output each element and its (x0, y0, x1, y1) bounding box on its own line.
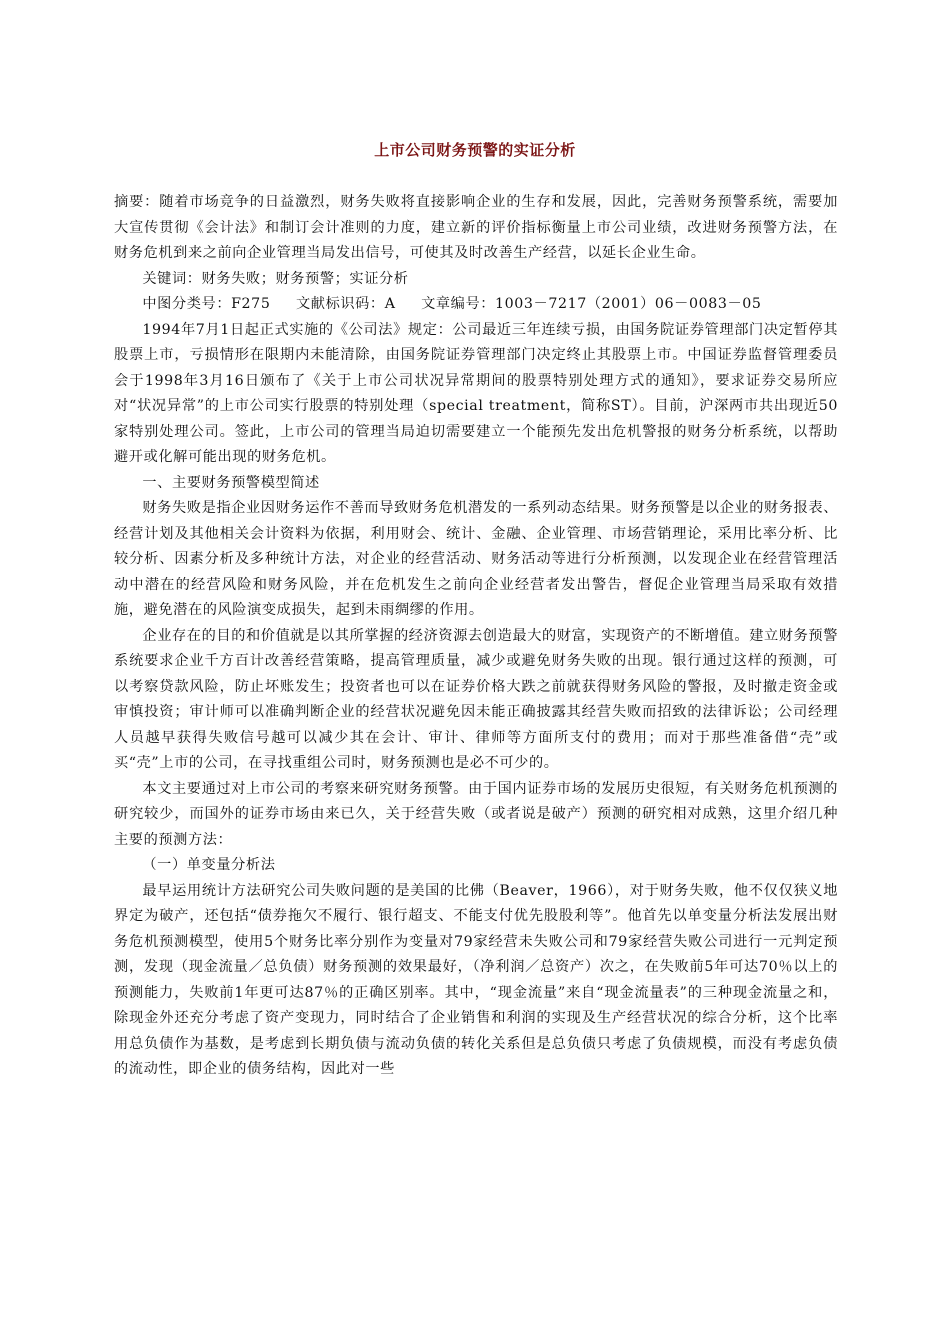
body-paragraph: 本文主要通过对上市公司的考察来研究财务预警。由于国内证券市场的发展历史很短，有关财务危机预测的研究较少，而国外的证券市场由来已久，关于经营失败（或者说是破产）预测的研究相对成熟，这里介绍几种主要的预测方法： (114, 780, 838, 848)
body-paragraph: 财务失败是指企业因财务运作不善而导致财务危机潜发的一系列动态结果。财务预警是以企业的财务报表、经营计划及其他相关会计资料为依据，利用财会、统计、金融、企业管理、市场营销理论，采用比率分析、比较分析、因素分析及多种统计方法，对企业的经营活动、财务活动等进行分析预测，以发现企业在经营管理活动中潜在的经营风险和财务风险，并在危机发生之前向企业经营者发出警告，督促企业管理当局采取有效措施，避免潜在的风险演变成损失，起到未雨绸缪的作用。 (114, 500, 838, 618)
abstract-paragraph: 摘要：随着市场竞争的日益激烈，财务失败将直接影响企业的生存和发展，因此，完善财务预警系统，需要加大宣传贯彻《会计法》和制订会计准则的力度，建立新的评价指标衡量上市公司业绩，改进财务预警方法，在财务危机到来之前向企业管理当局发出信号，可使其及时改善生产经营，以延长企业生命。 (114, 194, 838, 261)
body-paragraph: 最早运用统计方法研究公司失败问题的是美国的比佛（Beaver，1966），对于财务失败，他不仅仅狭义地界定为破产，还包括“债券拖欠不履行、银行超支、不能支付优先股股利等”。他首先以单变量分析法发展出财务危机预测模型，使用5个财务比率分别作为变量对79家经营未失败公司和79家经营失败公司进行一元判定预测，发现（现金流量／总负债）财务预测的效果最好，（净利润／总资产）次之，在失败前5年可达70％以上的预测能力，失败前1年更可达87％的正确区别率。其中，“现金流量”来自“现金流量表”的三种现金流量之和，除现金外还充分考虑了资产变现力，同时结合了企业销售和利润的实现及生产经营状况的综合分析，这个比率用总负债作为基数，是考虑到长期负债与流动负债的转化关系但是总负债只考虑了负债规模，而没有考虑负债的流动性，即企业的债务结构，因此对一些 (114, 882, 838, 1077)
page-title: 上市公司财务预警的实证分析 (374, 141, 576, 159)
section-heading: 一、主要财务预警模型简述 (142, 474, 320, 491)
body-paragraph: 企业存在的目的和价值就是以其所掌握的经济资源去创造最大的财富，实现资产的不断增值。建立财务预警系统要求企业千方百计改善经营策略，提高管理质量，减少或避免财务失败的出现。银行通过这样的预测，可以考察贷款风险，防止坏账发生；投资者也可以在证券价格大跌之前就获得财务风险的警报，及时撤走资金或审慎投资；审计师可以准确判断企业的经营状况避免因未能正确披露其经营失败而招致的法律诉讼；公司经理人员越早获得失败信号越可以减少其在会计、审计、律师等方面所支付的费用；而对于那些准备借“壳”或买“壳”上市的公司，在寻找重组公司时，财务预测也是必不可少的。 (114, 627, 838, 771)
classification-line: 中图分类号：F275 文献标识码：A 文章编号：1003－7217（2001）06－0083－05 (142, 296, 762, 312)
subsection-heading: （一）单变量分析法 (142, 857, 276, 873)
article-body (114, 190, 838, 1083)
intro-paragraph: 1994年7月1日起正式实施的《公司法》规定：公司最近三年连续亏损，由国务院证券管理部门决定暂停其股票上市，亏损情形在限期内未能清除，由国务院证券管理部门决定终止其股票上市。中国证券监督管理委员会于1998年3月16日颁布了《关于上市公司状况异常期间的股票特别处理方式的通知》，要求证券交易所应对“状况异常”的上市公司实行股票的特别处理（special treatment，简称ST）。目前，沪深两市共出现近50家特别处理公司。签此，上市公司的管理当局迫切需要建立一个能预先发出危机警报的财务分析系统，以帮助避开或化解可能出现的财务危机。 (114, 321, 838, 465)
keywords-line: 关键词：财务失败；财务预警；实证分析 (142, 270, 409, 287)
